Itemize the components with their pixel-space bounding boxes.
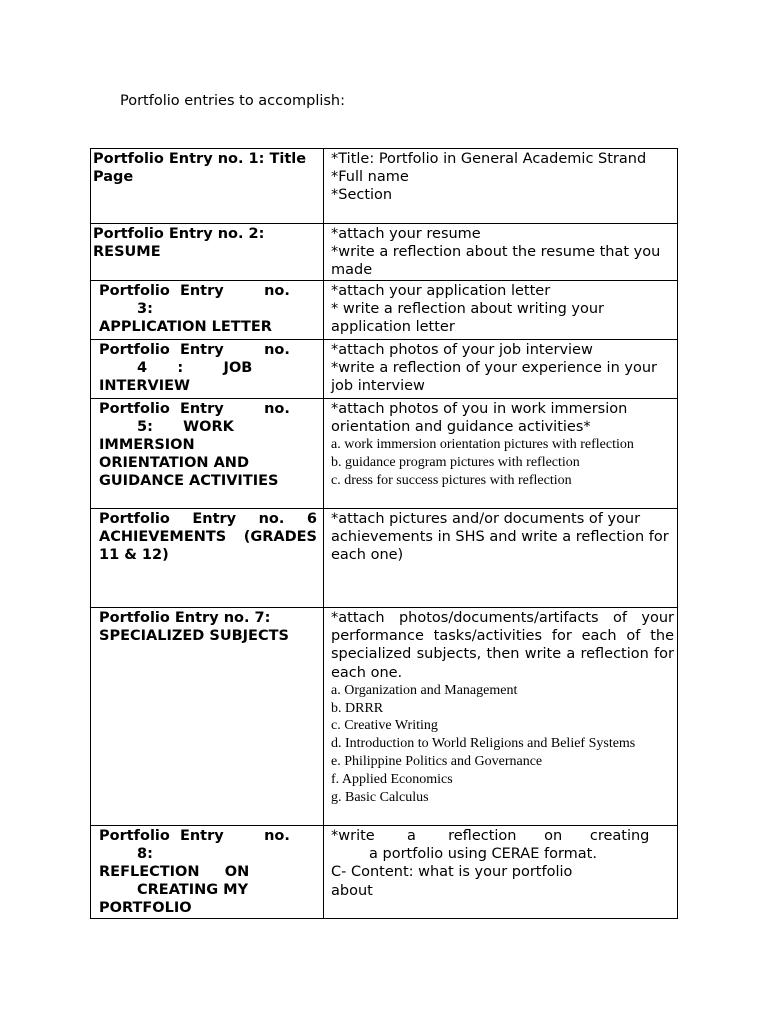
table-row — [91, 149, 678, 224]
entry-title: Portfolio Entry no. 7: — [99, 610, 271, 626]
list-item: d. Introduction to World Religions and Belief Systems — [331, 736, 636, 752]
entry-title: Portfolio Entry no. — [99, 283, 290, 299]
entry-requirements-cell — [324, 826, 678, 919]
entry-title: SPECIALIZED SUBJECTS — [99, 628, 289, 644]
requirement-line: * write a reflection about writing your application letter — [331, 301, 605, 336]
table-row — [91, 281, 678, 340]
intro-text: Portfolio entries to accomplish: — [120, 93, 346, 109]
requirement-line: *write a reflection about the resume that you made — [331, 244, 661, 279]
requirement-line: *attach photos of you in work immersion orientation and guidance activities* — [331, 401, 628, 436]
entry-title: IMMERSION ORIENTATION AND GUIDANCE ACTIVITIES — [99, 437, 279, 489]
entry-title-cell — [91, 608, 324, 826]
list-item: a. Organization and Management — [331, 682, 518, 698]
entry-title: 5: WORK — [137, 419, 234, 435]
requirement-line: *Full name — [331, 169, 409, 186]
entry-requirements-cell — [324, 509, 678, 608]
requirement-line: *attach photos of your job interview — [331, 342, 593, 358]
entry-title-cell — [91, 149, 324, 224]
list-item: f. Applied Economics — [331, 771, 453, 787]
entry-title-cell — [91, 399, 324, 509]
requirement-line: *Title: Portfolio in General Academic Strand — [331, 151, 647, 167]
entry-requirements-cell — [324, 281, 678, 340]
list-item: e. Philippine Politics and Governance — [331, 754, 543, 769]
entry-requirements-cell — [324, 399, 678, 509]
list-item: b. DRRR — [331, 700, 384, 716]
entry-title: Portfolio Entry no. 1: Title Page — [93, 151, 307, 185]
table-row — [91, 399, 678, 509]
table-row — [91, 224, 678, 281]
entry-title-cell — [91, 224, 324, 281]
requirement-line: *attach your resume — [331, 226, 481, 242]
table-row — [91, 340, 678, 399]
entry-title: Portfolio Entry no. — [99, 828, 290, 844]
requirement-line: *attach photos/documents/artifacts of your performance tasks/activities for each of the specialized subjects, then write a reflection for each one. — [331, 610, 674, 681]
requirement-line: *attach your application letter — [331, 283, 551, 299]
table-row — [91, 608, 678, 826]
entry-title: 3: — [137, 301, 153, 317]
list-item: c. dress for success pictures with reflection — [331, 473, 572, 488]
entry-title: INTERVIEW — [99, 378, 191, 394]
entry-title: CREATING MY — [137, 882, 249, 898]
list-item: b. guidance program pictures with reflection — [331, 455, 580, 471]
table-row — [91, 826, 678, 919]
list-item: c. Creative Writing — [331, 718, 438, 734]
requirement-line: *Section — [331, 187, 393, 204]
entry-title: Portfolio Entry no. — [99, 401, 290, 417]
entry-title-cell — [91, 340, 324, 399]
entry-title-cell — [91, 826, 324, 919]
requirement-line: *write a reflection of your experience in your job interview — [331, 360, 657, 395]
entry-title: Portfolio Entry no. — [99, 342, 290, 358]
entry-title: Portfolio Entry no. 6 ACHIEVEMENTS (GRADES 11 & 12) — [99, 511, 317, 563]
requirement-line: about — [331, 882, 373, 899]
list-item: g. Basic Calculus — [331, 789, 429, 805]
entry-title: REFLECTION ON — [99, 864, 250, 880]
requirement-line: *attach pictures and/or documents of your achievements in SHS and write a reflection for each one) — [331, 511, 669, 564]
entry-title-cell — [91, 281, 324, 340]
requirement-line: *write a reflection on creating — [331, 828, 650, 844]
requirement-line: a portfolio using CERAE format. — [369, 846, 597, 863]
entry-requirements-cell — [324, 608, 678, 826]
entry-title: PORTFOLIO — [99, 900, 192, 916]
entry-title: APPLICATION LETTER — [99, 319, 272, 335]
entry-requirements-cell — [324, 224, 678, 281]
entry-title: 8: — [137, 846, 153, 862]
entry-title-cell — [91, 509, 324, 608]
entry-title: Portfolio Entry no. 2: — [93, 226, 265, 242]
entry-requirements-cell — [324, 340, 678, 399]
entry-title: RESUME — [93, 244, 161, 260]
table-row — [91, 509, 678, 608]
entry-title: 4 : JOB — [137, 360, 253, 376]
requirement-line: C- Content: what is your portfolio — [331, 864, 573, 881]
entry-requirements-cell — [324, 149, 678, 224]
portfolio-entries-table — [90, 148, 678, 919]
list-item: a. work immersion orientation pictures with reflection — [331, 437, 634, 453]
